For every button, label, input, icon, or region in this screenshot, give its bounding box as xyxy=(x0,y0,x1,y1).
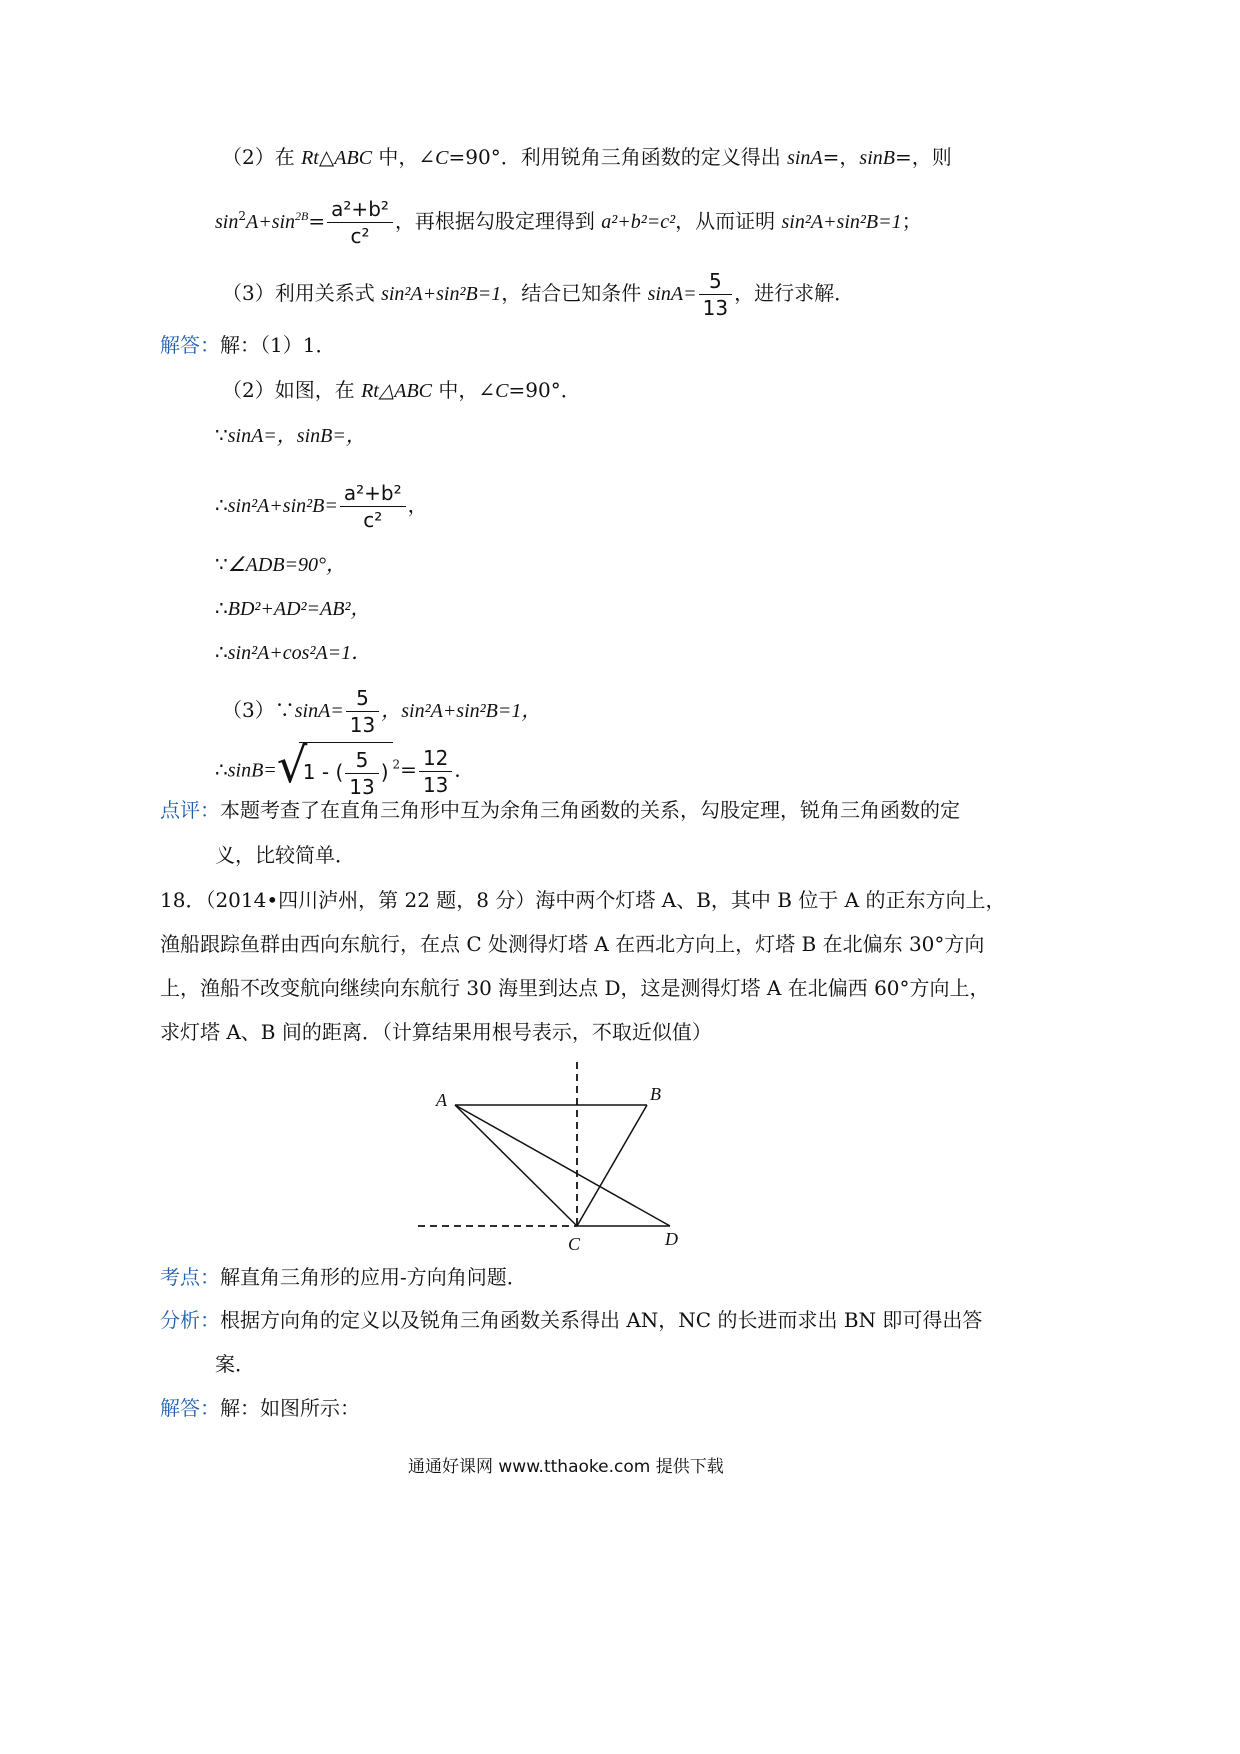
answer-line-4: ∴sin²A+sin²B= $\frac{\text{a²+b²}}{\text{c²}}$ ， xyxy=(215,481,428,532)
fraction-a2b2-c2: $\frac{\text{a²+b²}}{\text{c²}}$ xyxy=(327,196,393,249)
label-C: C xyxy=(568,1234,581,1254)
answer-line-5: ∵∠ADB=90°， xyxy=(215,552,347,576)
review-label: 点评： xyxy=(160,798,220,822)
lighthouse-diagram xyxy=(400,1060,720,1260)
question-18-line-2: 渔船跟踪鱼群由西向东航行，在点 C 处测得灯塔 A 在西北方向上，灯塔 B 在北偏东 30°方向 xyxy=(160,932,985,956)
answer-line-6: ∴BD²+AD²=AB²， xyxy=(215,596,371,620)
answer-label: 解答： xyxy=(160,333,220,357)
fenxi-label: 分析： xyxy=(160,1308,220,1332)
fraction-a2b2-c2-answer: $\frac{\text{a²+b²}}{\text{c²}}$ xyxy=(340,480,406,533)
answer-line-2: （2）如图，在 Rt△ABC 中，∠C=90°． xyxy=(222,378,581,402)
fraction-12-13: $\frac{12}{13}$ xyxy=(419,745,452,798)
segment-AD xyxy=(455,1105,670,1226)
segment-AC xyxy=(455,1105,577,1226)
page-footer: 通通好课网 www.tthaoke.com 提供下载 xyxy=(408,1457,724,1477)
analysis-line-3: （3）利用关系式 sin²A+sin²B=1，结合已知条件 sinA= $\frac{5}{13}$ ，进行求解． xyxy=(222,269,855,320)
answer-line-3: ∵sinA=，sinB=， xyxy=(215,423,366,447)
label-A: A xyxy=(436,1090,447,1110)
fraction-5-13-answer: $\frac{5}{13}$ xyxy=(346,685,379,738)
label-B: B xyxy=(650,1084,661,1104)
fenxi-line-2: 案． xyxy=(215,1352,255,1376)
radical-sign-icon: √ xyxy=(276,738,308,794)
label-D: D xyxy=(665,1229,678,1249)
answer-line-8: （3）∵sinA= $\frac{5}{13}$ ，sin²A+sin²B=1， xyxy=(222,686,542,737)
question-18-line-3: 上，渔船不改变航向继续向东航行 30 海里到达点 D，这是测得灯塔 A 在北偏西 60°方向上， xyxy=(160,976,990,1000)
fenxi-line-1: 分析：根据方向角的定义以及锐角三角函数关系得出 AN，NC 的长进而求出 BN 即可得出答 xyxy=(160,1308,983,1332)
answer2-line: 解答：解：如图所示： xyxy=(160,1396,360,1420)
kaodian-label: 考点： xyxy=(160,1265,220,1289)
question-18-line-4: 求灯塔 A、B 间的距离．（计算结果用根号表示，不取近似值） xyxy=(160,1020,712,1044)
review-line-2: 义，比较简单． xyxy=(215,843,355,867)
square-root: √ 1 - ( $\frac{5}{13}$ ) xyxy=(277,742,393,800)
kaodian-line: 考点：解直角三角形的应用-方向角问题． xyxy=(160,1265,527,1289)
analysis-line-2b: $\sin^2A+\sin^{2B}=$ $\frac{\text{a²+b²}}{\text{c²}}$ ，再根据勾股定理得到 a²+b²=c²，从而证明 sin²A+sin²B=1； xyxy=(215,197,922,248)
question-18-line-1: 18．（2014•四川泸州，第 22 题，8 分）海中两个灯塔 A、B，其中 B 位于 A 的正东方向上， xyxy=(160,888,1006,912)
answer-line-7: ∴sin²A+cos²A=1． xyxy=(215,640,372,664)
review-line-1: 点评：本题考查了在直角三角形中互为余角三角函数的关系，勾股定理，锐角三角函数的定 xyxy=(160,798,960,822)
answer-line-1: 解答：解：（1）1． xyxy=(160,333,336,357)
answer2-label: 解答： xyxy=(160,1396,220,1420)
answer-line-9: ∴sinB= √ 1 - ( $\frac{5}{13}$ ) $^2$= $\frac{12}{13}$ ． xyxy=(215,738,475,799)
fraction-5-13: $\frac{5}{13}$ xyxy=(699,268,732,321)
analysis-line-2: （2）在 Rt△ABC 中，∠C=90°．利用锐角三角函数的定义得出 sinA=，sinB=，则 xyxy=(222,145,952,169)
